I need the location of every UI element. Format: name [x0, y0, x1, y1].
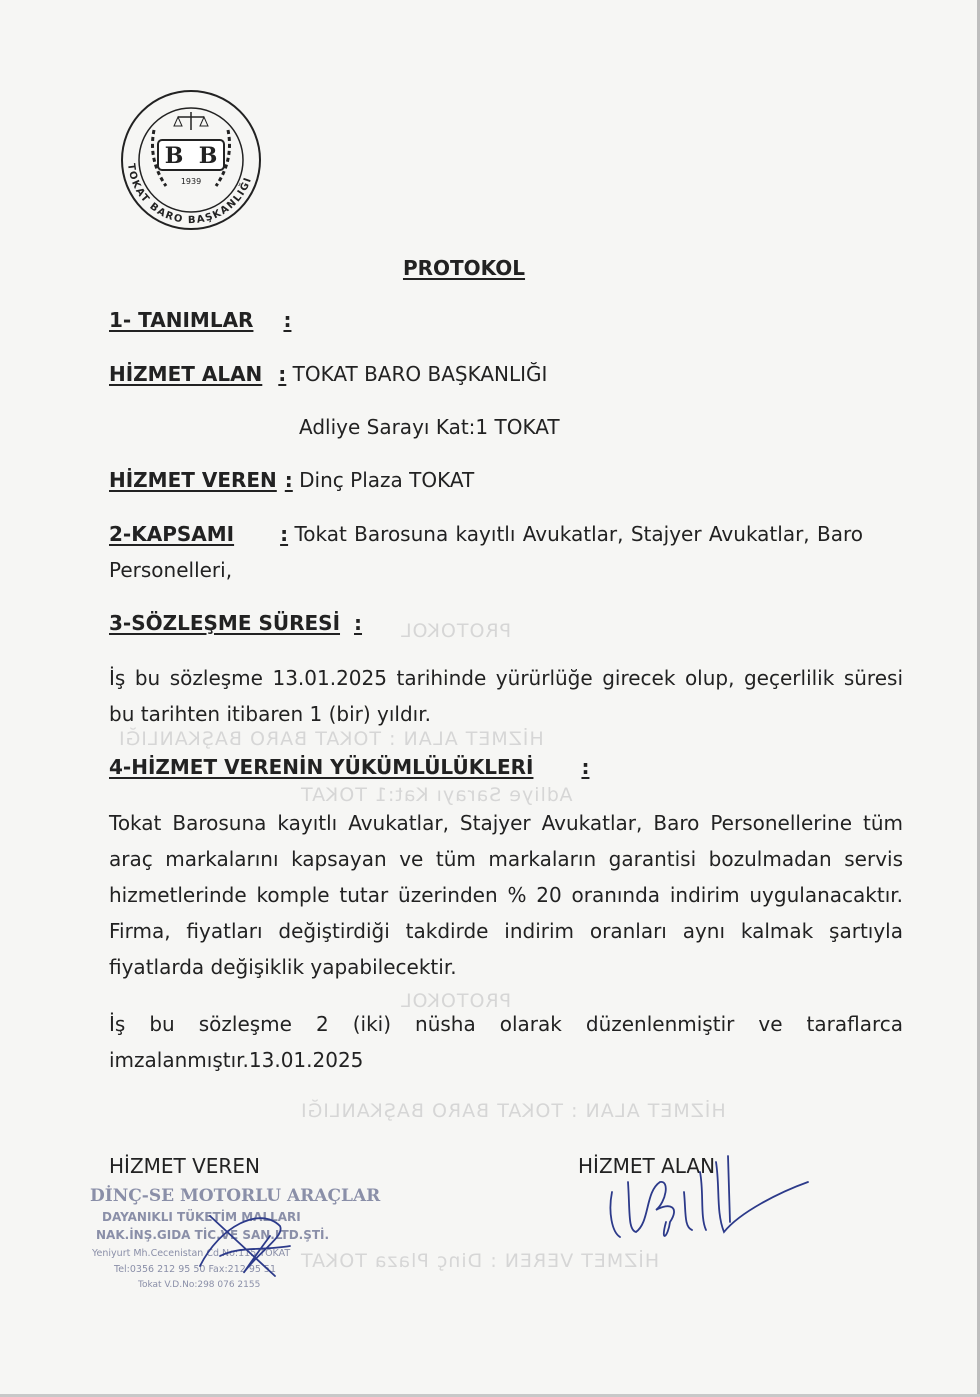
section-4-heading-row: 4-HİZMET VERENİN YÜKÜMLÜLÜKLERİ :	[109, 755, 590, 779]
section-4-heading: 4-HİZMET VERENİN YÜKÜMLÜLÜKLERİ	[109, 755, 534, 779]
section-4-text: Tokat Barosuna kayıtlı Avukatlar, Stajyer Avukatlar, Baro Personellerine tüm araç markalarını kapsayan ve tüm markaların garantisi bozulmadan servis hizmetlerinde komple tutar üzerinden % 20 oranında indirim uygulanacaktır. Firma, fiyatları değiştirdiği takdirde indirim oranları aynı kalmak şartıyla fiyatlarda değişiklik yapabilecektir.	[109, 811, 903, 979]
signature-label-provider: HİZMET VEREN	[109, 1154, 260, 1178]
section-1-heading: 1- TANIMLAR :	[109, 308, 292, 332]
section-3-heading-row: 3-SÖZLEŞME SÜRESİ :	[109, 611, 363, 635]
svg-text:TOKAT BARO BAŞKANLIĞI: TOKAT BARO BAŞKANLIĞI	[125, 162, 255, 227]
hizmet-veren-label: HİZMET VEREN	[109, 468, 277, 492]
section-3-text: İş bu sözleşme 13.01.2025 tarihinde yürürlüğe girecek olup, geçerlilik süresi bu tarihten itibaren 1 (bir) yıldır.	[109, 666, 903, 726]
bar-association-logo	[108, 90, 274, 230]
section-3-heading: 3-SÖZLEŞME SÜRESİ	[109, 611, 341, 635]
company-stamp: DİNÇ-SE MOTORLU ARAÇLAR DAYANIKLI TÜKETİM MALLARI NAK.İNŞ.GIDA TİC.VE SAN.LTD.ŞTİ. Yeniyurt Mh.Cecenistan Cd.No:115 TOKAT Tel:0356 212 95 50 Fax:212 95 51 Tokat V.D.No:298 076 2155	[90, 1186, 381, 1290]
bleed-through-text: PROTOKOL	[400, 990, 512, 1012]
section-2-row: 2-KAPSAMI : Tokat Barosuna kayıtlı Avukatlar, Stajyer Avukatlar, Baro	[109, 522, 864, 546]
bleed-through-text: PROTOKOL	[400, 620, 512, 642]
svg-text:1939: 1939	[180, 177, 202, 186]
signature-provider	[190, 1196, 300, 1286]
section-2-heading: 2-KAPSAMI	[109, 522, 235, 546]
bleed-through-text: HİZMET VEREN : Dinç Plaza TOKAT	[300, 1250, 660, 1272]
document-title: PROTOKOL	[402, 256, 526, 280]
hizmet-alan-label: HİZMET ALAN	[109, 362, 263, 386]
closing-text: İş bu sözleşme 2 (iki) nüsha olarak düzenlenmiştir ve taraflarca imzalanmıştır.13.01.2025	[109, 1012, 903, 1072]
hizmet-alan-row: HİZMET ALAN : TOKAT BARO BAŞKANLIĞI	[109, 362, 548, 386]
signature-label-recipient: HİZMET ALAN	[578, 1154, 716, 1178]
hizmet-veren-value: Dinç Plaza TOKAT	[299, 468, 475, 492]
bleed-through-text: HİZMET ALAN : TOKAT BARO BAŞKANLIĞI	[118, 728, 544, 750]
section-2-value: Tokat Barosuna kayıtlı Avukatlar, Stajyer Avukatlar, Baro	[294, 522, 864, 546]
section-2-value-cont: Personelleri,	[109, 558, 233, 582]
svg-text:B: B	[198, 143, 218, 169]
bleed-through-text: HİZMET ALAN : TOKAT BARO BAŞKANLIĞI	[300, 1100, 726, 1122]
hizmet-alan-address: Adliye Sarayı Kat:1 TOKAT	[299, 415, 560, 439]
svg-text:B: B	[164, 143, 184, 169]
hizmet-alan-value: TOKAT BARO BAŞKANLIĞI	[292, 362, 548, 386]
signature-recipient	[600, 1152, 815, 1247]
bleed-through-text: Adliye Sarayı Kat:1 TOKAT	[300, 784, 573, 806]
hizmet-veren-row: HİZMET VEREN : Dinç Plaza TOKAT	[109, 468, 475, 492]
